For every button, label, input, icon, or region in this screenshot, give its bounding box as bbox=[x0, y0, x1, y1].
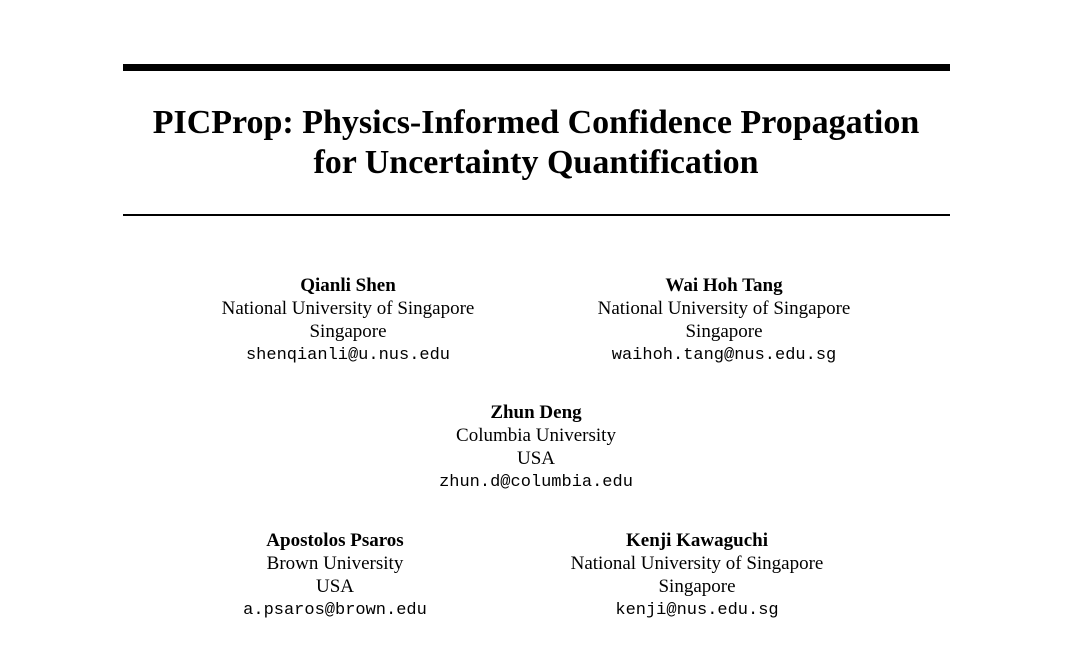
author-name: Kenji Kawaguchi bbox=[626, 530, 768, 551]
author-email[interactable]: shenqianli@u.nus.edu bbox=[245, 346, 451, 365]
author-block bbox=[135, 529, 535, 623]
author-country: USA bbox=[315, 576, 354, 597]
title-bottom-rule bbox=[123, 214, 950, 216]
author-country: USA bbox=[516, 448, 555, 469]
title-line-2: for Uncertainty Quantification bbox=[313, 144, 759, 181]
author-country: Singapore bbox=[685, 321, 763, 342]
author-email[interactable]: zhun.d@columbia.edu bbox=[439, 473, 633, 492]
author-name: Wai Hoh Tang bbox=[665, 275, 783, 296]
title-line-1: PICProp: Physics-Informed Confidence Propagation bbox=[152, 104, 920, 141]
author-country: Singapore bbox=[309, 321, 387, 342]
author-affiliation: Columbia University bbox=[456, 425, 616, 446]
author-block bbox=[336, 401, 736, 495]
author-affiliation: Brown University bbox=[266, 553, 404, 574]
author-affiliation: National University of Singapore bbox=[221, 298, 475, 319]
author-email[interactable]: kenji@nus.edu.sg bbox=[615, 601, 779, 620]
author-name: Qianli Shen bbox=[300, 275, 396, 296]
author-block bbox=[148, 274, 548, 368]
author-affiliation: National University of Singapore bbox=[597, 298, 851, 319]
author-block bbox=[497, 529, 897, 623]
author-name: Apostolos Psaros bbox=[266, 530, 404, 551]
title-top-rule bbox=[123, 64, 950, 71]
author-country: Singapore bbox=[658, 576, 736, 597]
author-name: Zhun Deng bbox=[490, 402, 582, 423]
author-email[interactable]: waihoh.tang@nus.edu.sg bbox=[611, 346, 837, 365]
paper-title bbox=[80, 103, 992, 183]
author-affiliation: National University of Singapore bbox=[570, 553, 824, 574]
author-email[interactable]: a.psaros@brown.edu bbox=[243, 601, 427, 620]
author-block bbox=[524, 274, 924, 368]
